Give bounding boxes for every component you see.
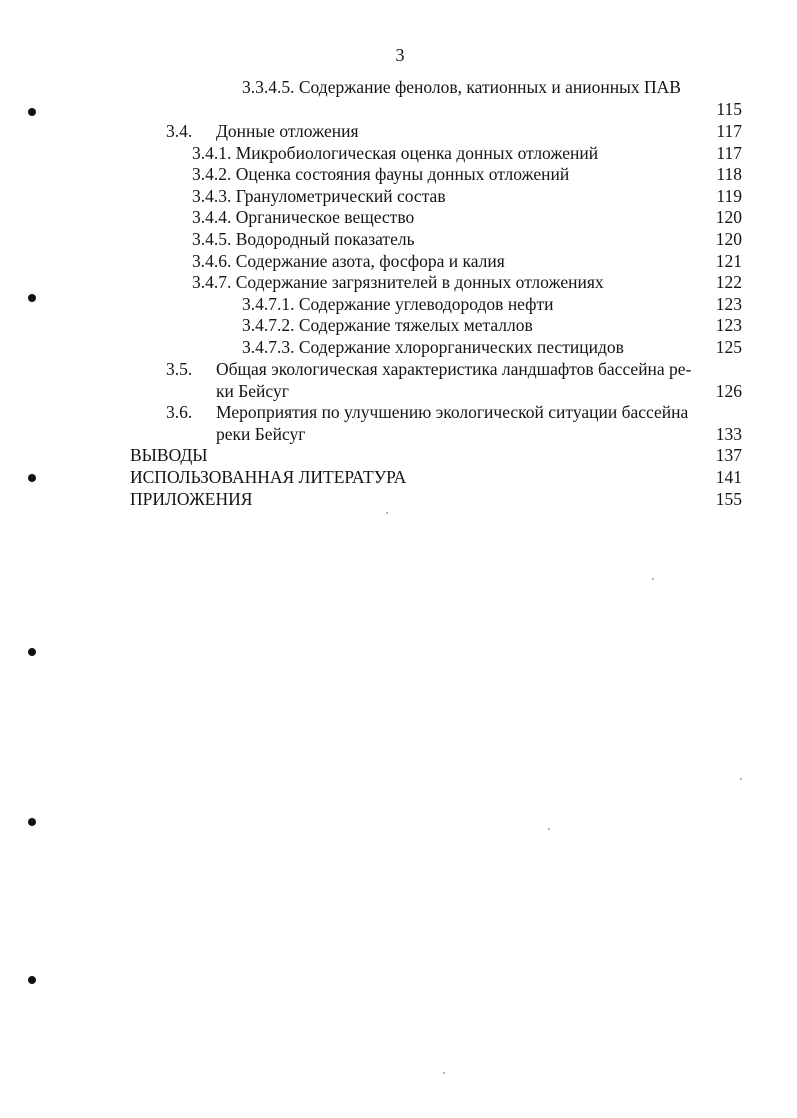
toc-entry-number: 3.4.2. (192, 164, 232, 184)
scan-speck (548, 828, 550, 830)
toc-entry-title: Общая экологическая характеристика ландшафтов бассейна ре- (216, 359, 692, 379)
toc-entry-number: 3.4.5. (192, 229, 232, 249)
toc-entry-page: 121 (715, 251, 742, 271)
toc-entry-page: 115 (716, 99, 742, 119)
toc-entry (192, 142, 598, 164)
toc-entry-title: Донные отложения (216, 121, 359, 141)
toc-entry-title-continuation: ки Бейсуг (216, 381, 289, 401)
toc-entry-page: 117 (716, 143, 742, 163)
toc-entry-page: 141 (715, 467, 742, 487)
binder-hole-mark (28, 108, 36, 116)
toc-entry (192, 163, 569, 185)
toc-entry-page: 122 (715, 272, 742, 292)
scan-speck (740, 778, 742, 780)
toc-entry-page: 120 (715, 229, 742, 249)
toc-entry (242, 76, 681, 98)
toc-entry-title: ВЫВОДЫ (130, 445, 208, 465)
toc-entry-number: 3.3.4.5. (242, 77, 295, 97)
toc-entry-title: Микробиологическая оценка донных отложений (235, 143, 599, 163)
toc-entry-title: Мероприятия по улучшению экологической ситуации бассейна (216, 402, 689, 422)
toc-entry-number: 3.4.7. (192, 272, 232, 292)
toc-entry-page: 120 (715, 207, 742, 227)
toc-entry-title: ПРИЛОЖЕНИЯ (130, 489, 253, 509)
toc-entry-title: Содержание тяжелых металлов (298, 315, 533, 335)
toc-entry (192, 250, 505, 272)
toc-entry-title: Содержание фенолов, катионных и анионных ПАВ (298, 77, 681, 97)
toc-entry (192, 185, 446, 207)
toc-entry (242, 336, 624, 358)
binder-hole-mark (28, 818, 36, 826)
toc-entry-page: 155 (715, 489, 742, 509)
toc-entry-number: 3.4.7.3. (242, 337, 295, 357)
toc-entry (192, 271, 604, 293)
binder-hole-mark (28, 294, 36, 302)
page-number: 3 (395, 45, 405, 65)
toc-entry (192, 228, 415, 250)
scan-speck (386, 512, 388, 514)
toc-entry-number: 3.4. (166, 121, 193, 141)
toc-entry (192, 206, 414, 228)
toc-entry-title: Содержание загрязнителей в донных отложениях (235, 272, 604, 292)
toc-entry-title: Содержание азота, фосфора и калия (235, 251, 505, 271)
scan-speck (652, 578, 654, 580)
toc-entry (242, 314, 533, 336)
toc-entry-page: 118 (716, 164, 742, 184)
toc-entry-number: 3.4.7.1. (242, 294, 295, 314)
binder-hole-mark (28, 648, 36, 656)
toc-entry-page: 119 (716, 186, 742, 206)
toc-entry-title: Содержание хлорорганических пестицидов (298, 337, 624, 357)
toc-entry-number: 3.4.4. (192, 207, 232, 227)
toc-entry-page: 123 (715, 294, 742, 314)
toc-entry-title: Водородный показатель (235, 229, 415, 249)
toc-entry-title: Оценка состояния фауны донных отложений (235, 164, 570, 184)
toc-entry-number: 3.5. (166, 359, 193, 379)
toc-entry-page: 137 (715, 445, 742, 465)
binder-hole-mark (28, 474, 36, 482)
toc-entry-title: Гранулометрический состав (235, 186, 446, 206)
toc-entry (242, 293, 554, 315)
toc-entry-page: 133 (715, 424, 742, 444)
scan-speck (443, 1072, 445, 1074)
toc-entry-page: 126 (715, 381, 742, 401)
toc-entry-number: 3.4.1. (192, 143, 232, 163)
toc-entry-number: 3.4.6. (192, 251, 232, 271)
toc-entry-title: Органическое вещество (235, 207, 415, 227)
toc-entry-number: 3.4.7.2. (242, 315, 295, 335)
toc-entry-title-continuation: реки Бейсуг (216, 424, 306, 444)
toc-entry-page: 123 (715, 315, 742, 335)
toc-entry-number: 3.4.3. (192, 186, 232, 206)
toc-entry-page: 117 (716, 121, 742, 141)
toc-entry-title: Содержание углеводородов нефти (298, 294, 554, 314)
toc-entry-number: 3.6. (166, 402, 193, 422)
toc-entry-title: ИСПОЛЬЗОВАННАЯ ЛИТЕРАТУРА (130, 467, 407, 487)
binder-hole-mark (28, 976, 36, 984)
toc-entry-page: 125 (715, 337, 742, 357)
